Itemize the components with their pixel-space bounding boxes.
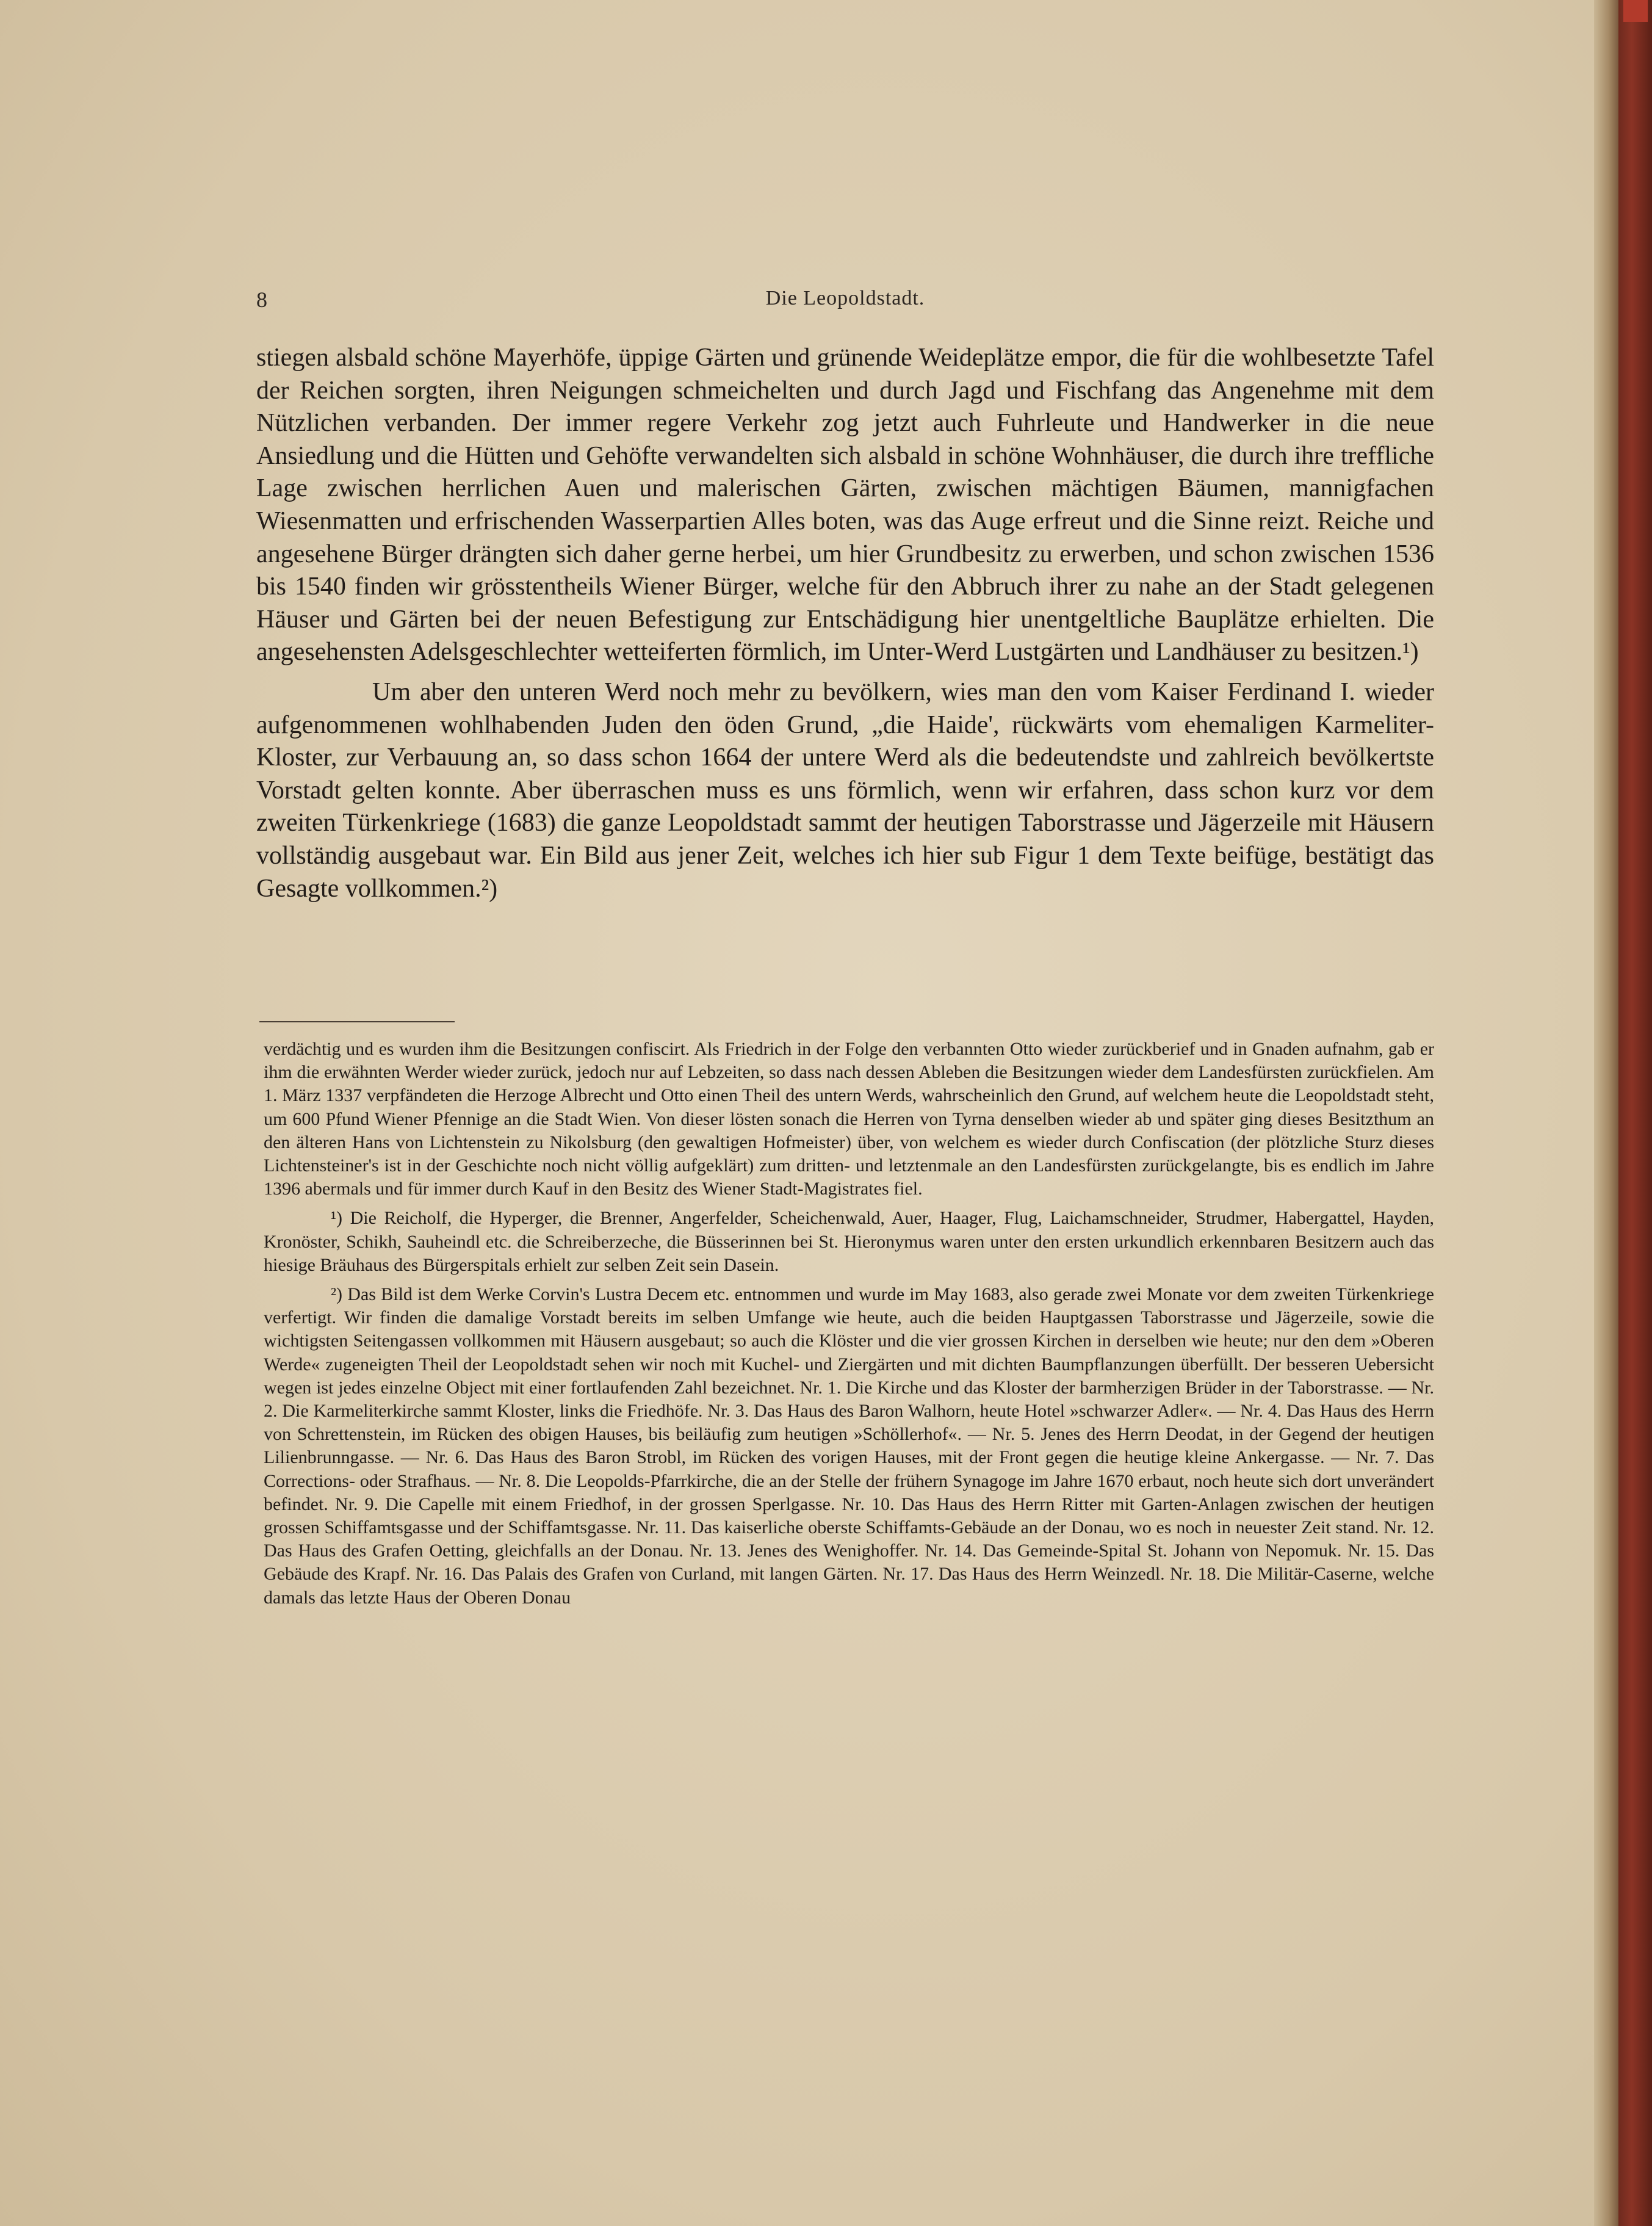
footnote-1: ¹) Die Reicholf, die Hyperger, die Brenner, Angerfelder, Scheichenwald, Auer, Haager, Flug, Laichamschneider, Strudmer, Habergattel, Hayden, Kronöster, Schikh, Sauheindl etc. die Schreiberzeche, die Büsserinnen bei St. Hieronymus waren unter den ersten urkundlich erkennbaren Besitzern auch das hiesige Bräuhaus des Bürgerspitals erhielt zur selben Zeit sein Dasein. <box>264 1208 1434 1275</box>
body-paragraph-2: Um aber den unteren Werd noch mehr zu bevölkern, wies man den vom Kaiser Ferdinand I. wieder aufgenommenen wohlhabenden Juden den öden Grund, „die Haide', rückwärts vom ehemaligen Karmeliter-Kloster, zur Verbauung an, so dass schon 1664 der untere Werd als die bedeutendste und zahlreich bevölkertste Vorstadt gelten konnte. Aber überraschen muss es uns förmlich, wenn wir erfahren, dass schon kurz vor dem zweiten Türkenkriege (1683) die ganze Leopoldstadt sammt der heutigen Taborstrasse und Jägerzeile mit Häusern vollständig ausgebaut war. Ein Bild aus jener Zeit, welches ich hier sub Figur 1 dem Texte beifüge, bestätigt das Gesagte vollkommen.²) <box>256 678 1434 903</box>
body-text <box>256 342 1434 905</box>
footnote-continuation: verdächtig und es wurden ihm die Besitzungen confiscirt. Als Friedrich in der Folge den verbannten Otto wieder zurückberief und in Gnaden aufnahm, gab er ihm die erwähnten Werder wieder zurück, jedoch nur auf Lebzeiten, so dass nach dessen Ableben die Besitzungen wieder dem Landesfürsten zurückfielen. Am 1. März 1337 verpfändeten die Herzoge Albrecht und Otto einen Theil des untern Werds, wahrscheinlich den Grund, auf welchem heute die Leopoldstadt steht, um 600 Pfund Wiener Pfennige an die Stadt Wien. Von dieser lösten sonach die Herren von Tyrna denselben wieder ab und später ging dieses Besitzthum an den älteren Hans von Lichtenstein zu Nikolsburg (den gewaltigen Hofmeister) über, von welchem es wieder durch Confiscation (der plötzliche Sturz dieses Lichtensteiner's ist in der Geschichte noch nicht völlig aufgeklärt) zum dritten- und letztenmale an den Landesfürsten zurückgelangte, bis es endlich im Jahre 1396 abermals und für immer durch Kauf in den Besitz des Wiener Stadt-Magistrates fiel. <box>264 1039 1434 1199</box>
body-paragraph-1: stiegen alsbald schöne Mayerhöfe, üppige Gärten und grünende Weideplätze empor, die für die wohlbesetzte Tafel der Reichen sorgten, ihren Neigungen schmeichelten und durch Jagd und Fischfang das Angenehme mit dem Nützlichen verbanden. Der immer regere Verkehr zog jetzt auch Fuhrleute und Handwerker in die neue Ansiedlung und die Hütten und Gehöfte verwandelten sich alsbald in schöne Wohnhäuser, die durch ihre treffliche Lage zwischen herrlichen Auen und malerischen Gärten, zwischen mächtigen Bäumen, mannigfachen Wiesenmatten und erfrischenden Wasserpartien Alles boten, was das Auge erfreut und die Sinne reizt. Reiche und angesehene Bürger drängten sich daher gerne herbei, um hier Grundbesitz zu erwerben, und schon zwischen 1536 bis 1540 finden wir grösstentheils Wiener Bürger, welche für den Abbruch ihrer zu nahe an der Stadt gelegenen Häuser und Gärten bei der neuen Befestigung zur Entschädigung hier unentgeltliche Bauplätze erhielten. Die angesehensten Adelsgeschlechter wetteiferten förmlich, im Unter-Werd Lustgärten und Landhäuser zu besitzen.¹) <box>256 344 1434 667</box>
page-gutter-shadow <box>1594 0 1618 2226</box>
footnote-separator <box>259 1021 455 1022</box>
running-head: Die Leopoldstadt. <box>765 287 925 309</box>
book-edge <box>1618 0 1652 2226</box>
book-edge-tab <box>1623 0 1648 22</box>
page-number: 8 <box>256 287 267 312</box>
footnotes <box>264 1038 1434 1610</box>
page-header <box>256 287 1434 319</box>
footnote-2: ²) Das Bild ist dem Werke Corvin's Lustra Decem etc. entnommen und wurde im May 1683, also gerade zwei Monate vor dem zweiten Türkenkriege verfertigt. Wir finden die damalige Vorstadt bereits im selben Umfange wie heute, auch die beiden Hauptgassen Taborstrasse und Jägerzeile, sowie die wichtigsten Seitengassen vollkommen mit Häusern ausgebaut; so auch die Klöster und die vier grossen Kirchen in derselben wie heute; nur den dem »Oberen Werde« zugeneigten Theil der Leopoldstadt sehen wir noch mit Kuchel- und Ziergärten und mit dichten Baumpflanzungen überfüllt. Der besseren Uebersicht wegen ist jedes einzelne Object mit einer fortlaufenden Zahl bezeichnet. Nr. 1. Die Kirche und das Kloster der barmherzigen Brüder in der Taborstrasse. — Nr. 2. Die Karmeliterkirche sammt Kloster, links die Friedhöfe. Nr. 3. Das Haus des Baron Walhorn, heute Hotel »schwarzer Adler«. — Nr. 4. Das Haus des Herrn von Schrettenstein, im Rücken des obigen Hauses, bis beiläufig zum heutigen »Schöllerhof«. — Nr. 5. Jenes des Herrn Deodat, in der Gegend der heutigen Lilienbrunngasse. — Nr. 6. Das Haus des Baron Strobl, im Rücken des vorigen Hauses, mit der Front gegen die heutige kleine Ankergasse. — Nr. 7. Das Corrections- oder Strafhaus. — Nr. 8. Die Leopolds-Pfarrkirche, die an der Stelle der frühern Synagoge im Jahre 1670 erbaut, noch heute sich dort unverändert befindet. Nr. 9. Die Capelle mit einem Friedhof, in der grossen Sperlgasse. Nr. 10. Das Haus des Herrn Ritter mit Garten-Anlagen zwischen der heutigen grossen Schiffamtsgasse und der Schiffamtsgasse. Nr. 11. Das kaiserliche oberste Schiffamts-Gebäude an der Donau, wo es noch in neuester Zeit stand. Nr. 12. Das Haus des Grafen Oetting, gleichfalls an der Donau. Nr. 13. Jenes des Wenighoffer. Nr. 14. Das Gemeinde-Spital St. Johann von Nepomuk. Nr. 15. Das Gebäude des Krapf. Nr. 16. Das Palais des Grafen von Curland, mit langen Gärten. Nr. 17. Das Haus des Herrn Weinzedl. Nr. 18. Die Militär-Caserne, welche damals das letzte Haus der Oberen Donau <box>264 1284 1434 1608</box>
